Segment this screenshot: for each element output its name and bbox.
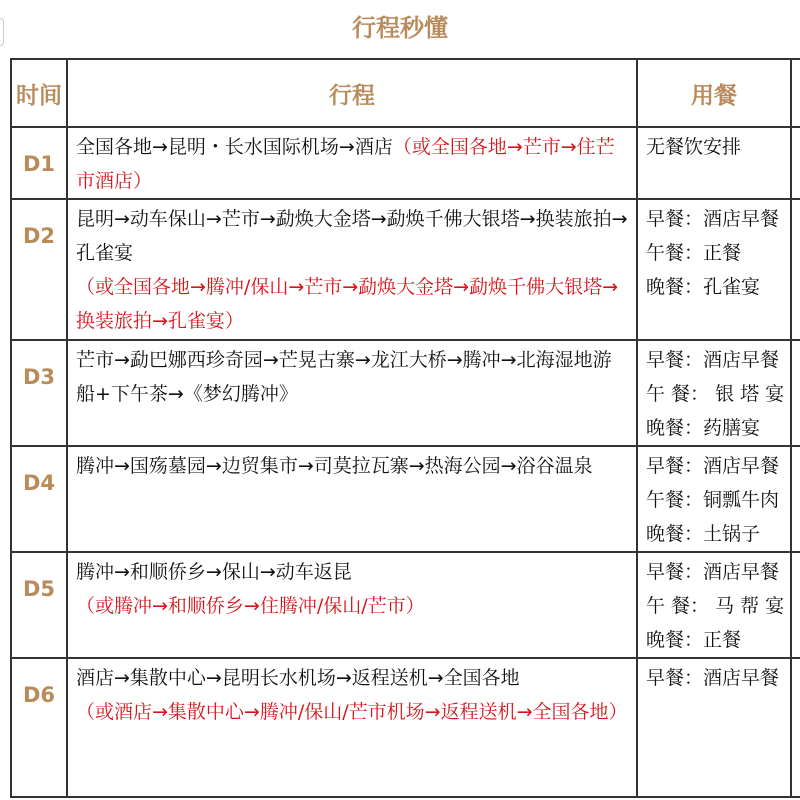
meal-item: 早餐：酒店早餐 bbox=[646, 349, 780, 371]
table-row bbox=[11, 552, 800, 658]
alt-route-text: （或全国各地→腾冲/保山→芒市→勐焕大金塔→勐焕千佛大银塔→换装旅拍→孔雀宴） bbox=[76, 276, 619, 332]
day-label: D4 bbox=[11, 446, 67, 552]
extra-cell bbox=[791, 446, 800, 552]
day-label: D5 bbox=[11, 552, 67, 658]
table-row bbox=[11, 658, 800, 797]
header-time: 时间 bbox=[11, 59, 67, 127]
table-row bbox=[11, 127, 800, 199]
table-header bbox=[11, 59, 800, 127]
meal-item: 晚餐：药膳宴 bbox=[646, 417, 761, 439]
extra-cell bbox=[791, 552, 800, 658]
meal-item: 早餐：酒店早餐 bbox=[646, 667, 780, 689]
table-row bbox=[11, 446, 800, 552]
alt-route-text: （或腾冲→和顺侨乡→住腾冲/保山/芒市） bbox=[76, 595, 425, 617]
route-cell bbox=[67, 340, 637, 446]
meal-item: 晚餐：孔雀宴 bbox=[646, 276, 761, 298]
route-cell bbox=[67, 552, 637, 658]
route-text: 芒市→勐巴娜西珍奇园→芒晃古寨→龙江大桥→腾冲→北海湿地游船+下午茶→《梦幻腾冲》 bbox=[76, 349, 612, 405]
meal-item: 晚餐：土锅子 bbox=[646, 523, 761, 545]
meal-cell bbox=[637, 127, 791, 199]
header-meal: 用餐 bbox=[637, 59, 791, 127]
meal-item: 早餐：酒店早餐 bbox=[646, 208, 780, 230]
itinerary-table bbox=[10, 58, 800, 798]
table-row bbox=[11, 340, 800, 446]
route-text: 腾冲→和顺侨乡→保山→动车返昆 bbox=[76, 561, 352, 583]
route-cell bbox=[67, 199, 637, 340]
route-text: 酒店→集散中心→昆明长水机场→返程送机→全国各地 bbox=[76, 667, 520, 689]
table-row bbox=[11, 199, 800, 340]
meal-cell bbox=[637, 340, 791, 446]
day-label: D2 bbox=[11, 199, 67, 340]
route-text: 昆明→动车保山→芒市→勐焕大金塔→勐焕千佛大银塔→换装旅拍→孔雀宴 bbox=[76, 208, 628, 264]
meal-cell bbox=[637, 446, 791, 552]
meal-item: 午餐：铜瓢牛肉 bbox=[646, 489, 780, 511]
meal-cell bbox=[637, 658, 791, 797]
header-extra bbox=[791, 59, 800, 127]
meal-item: 晚餐：正餐 bbox=[646, 629, 742, 651]
meal-item: 午 餐： 马 帮 宴 bbox=[646, 595, 785, 617]
page-title: 行程秒懂 bbox=[352, 14, 448, 42]
meal-item: 早餐：酒店早餐 bbox=[646, 561, 780, 583]
meal-cell bbox=[637, 552, 791, 658]
route-text: 全国各地→昆明・长水国际机场→酒店 bbox=[76, 136, 393, 158]
extra-cell bbox=[791, 340, 800, 446]
header-route: 行程 bbox=[67, 59, 637, 127]
alt-route-text: （或全国各地→芒市→住芒市酒店） bbox=[76, 136, 615, 192]
extra-cell bbox=[791, 658, 800, 797]
extra-cell bbox=[791, 127, 800, 199]
meal-item: 午餐：正餐 bbox=[646, 242, 742, 264]
meal-item: 午 餐： 银 塔 宴 bbox=[646, 383, 785, 405]
route-cell bbox=[67, 127, 637, 199]
alt-route-text: （或酒店→集散中心→腾冲/保山/芒市机场→返程送机→全国各地） bbox=[76, 701, 628, 723]
route-cell bbox=[67, 658, 637, 797]
route-text: 腾冲→国殇墓园→边贸集市→司莫拉瓦寨→热海公园→浴谷温泉 bbox=[76, 455, 593, 477]
day-label: D3 bbox=[11, 340, 67, 446]
route-cell bbox=[67, 446, 637, 552]
extra-cell bbox=[791, 199, 800, 340]
meal-item: 早餐：酒店早餐 bbox=[646, 455, 780, 477]
meal-cell bbox=[637, 199, 791, 340]
day-label: D6 bbox=[11, 658, 67, 797]
meal-item: 无餐饮安排 bbox=[646, 136, 742, 158]
day-label: D1 bbox=[11, 127, 67, 199]
